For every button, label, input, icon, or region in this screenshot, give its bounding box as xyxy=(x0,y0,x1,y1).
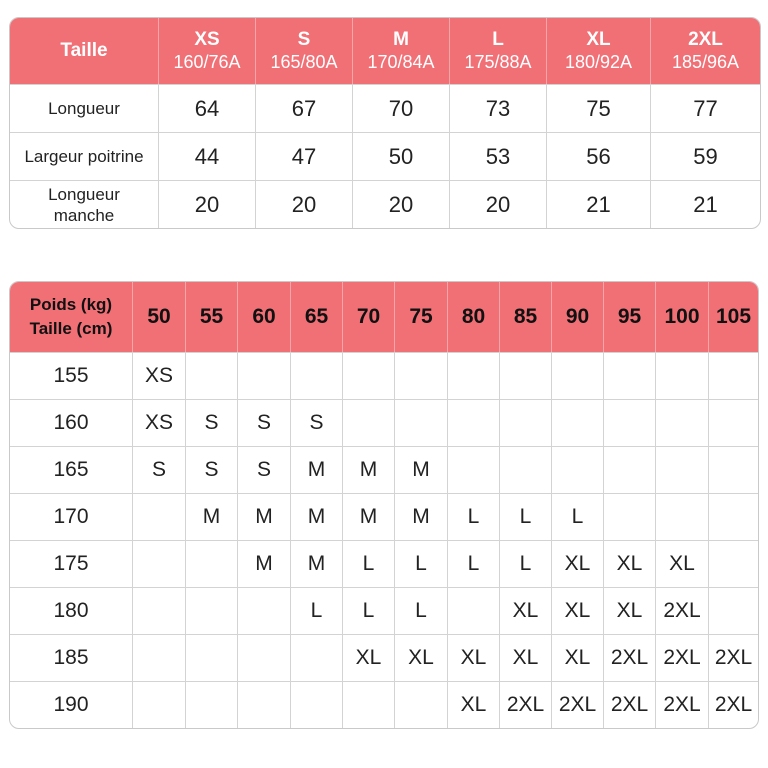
weight-axis-label: Poids (kg) xyxy=(29,295,113,314)
size-recommendation-cell: XL xyxy=(656,540,709,587)
height-label: 180 xyxy=(10,587,133,634)
size-recommendation-cell xyxy=(343,681,395,728)
size-recommendation-cell: M xyxy=(343,493,395,540)
size-recommendation-cell xyxy=(395,352,448,399)
size-recommendation-cell xyxy=(133,540,186,587)
size-recommendation-cell: XL xyxy=(604,587,656,634)
table-row xyxy=(10,399,758,446)
size-recommendation-cell xyxy=(709,587,758,634)
size-recommendation-cell: XL xyxy=(552,634,604,681)
fit-corner-label xyxy=(10,282,133,352)
measure-cell: 21 xyxy=(651,180,760,228)
size-sub: 175/88A xyxy=(464,52,532,72)
size-recommendation-cell xyxy=(656,493,709,540)
measure-row-largeur-poitrine xyxy=(10,132,760,180)
size-recommendation-cell: M xyxy=(186,493,238,540)
size-recommendation-cell: M xyxy=(238,540,291,587)
size-recommendation-cell: L xyxy=(448,493,500,540)
size-recommendation-cell: 2XL xyxy=(604,634,656,681)
size-corner-label: Taille xyxy=(10,18,159,84)
measure-cell: 50 xyxy=(353,132,450,180)
size-recommendation-cell xyxy=(604,446,656,493)
fit-recommendation-table xyxy=(9,281,759,729)
weight-header: 65 xyxy=(291,282,343,352)
size-recommendation-cell: XL xyxy=(500,587,552,634)
size-recommendation-cell xyxy=(238,681,291,728)
measure-label-line: manche xyxy=(53,205,115,225)
size-recommendation-cell xyxy=(186,681,238,728)
size-recommendation-cell: S xyxy=(186,446,238,493)
measure-cell: 59 xyxy=(651,132,760,180)
size-recommendation-cell: XL xyxy=(395,634,448,681)
size-recommendation-cell: M xyxy=(395,446,448,493)
size-recommendation-cell: 2XL xyxy=(709,681,758,728)
size-recommendation-cell: L xyxy=(343,587,395,634)
size-recommendation-cell xyxy=(448,446,500,493)
size-recommendation-cell xyxy=(133,493,186,540)
size-recommendation-cell xyxy=(343,352,395,399)
size-recommendation-cell xyxy=(500,399,552,446)
size-recommendation-cell xyxy=(448,399,500,446)
measure-cell: 56 xyxy=(547,132,651,180)
measure-cell: 20 xyxy=(353,180,450,228)
size-recommendation-cell xyxy=(343,399,395,446)
size-recommendation-cell xyxy=(500,352,552,399)
size-col-s xyxy=(256,18,353,84)
size-sub: 170/84A xyxy=(367,52,435,72)
size-recommendation-cell xyxy=(291,634,343,681)
size-recommendation-cell: 2XL xyxy=(656,681,709,728)
size-recommendation-cell: M xyxy=(238,493,291,540)
height-label: 185 xyxy=(10,634,133,681)
size-recommendation-cell xyxy=(656,399,709,446)
size-sub: 180/92A xyxy=(564,52,633,72)
measure-label-line: Longueur xyxy=(48,184,120,204)
size-code: XS xyxy=(194,29,220,50)
size-recommendation-cell xyxy=(238,352,291,399)
size-recommendation-cell: XL xyxy=(500,634,552,681)
size-recommendation-cell xyxy=(604,493,656,540)
measure-row-longueur-manche xyxy=(10,180,760,228)
size-recommendation-cell xyxy=(552,352,604,399)
measure-cell: 20 xyxy=(450,180,547,228)
size-col-xs xyxy=(159,18,256,84)
size-recommendation-cell: L xyxy=(395,540,448,587)
measure-cell: 75 xyxy=(547,84,651,132)
size-recommendation-cell: 2XL xyxy=(604,681,656,728)
size-code: M xyxy=(393,29,409,50)
weight-header: 90 xyxy=(552,282,604,352)
size-recommendation-cell: XL xyxy=(448,681,500,728)
size-recommendation-cell: L xyxy=(500,493,552,540)
fit-table-body xyxy=(10,352,758,728)
weight-header: 95 xyxy=(604,282,656,352)
size-recommendation-cell xyxy=(709,540,758,587)
size-col-l xyxy=(450,18,547,84)
size-recommendation-cell: 2XL xyxy=(656,634,709,681)
measure-label xyxy=(10,132,159,180)
size-recommendation-cell xyxy=(291,681,343,728)
size-recommendation-cell: XL xyxy=(343,634,395,681)
size-recommendation-cell: L xyxy=(552,493,604,540)
size-recommendation-cell xyxy=(552,446,604,493)
size-recommendation-cell: S xyxy=(133,446,186,493)
size-code: 2XL xyxy=(688,29,723,50)
measure-cell: 20 xyxy=(159,180,256,228)
table-row xyxy=(10,634,758,681)
size-recommendation-cell: XL xyxy=(604,540,656,587)
measure-cell: 70 xyxy=(353,84,450,132)
size-recommendation-cell xyxy=(395,399,448,446)
size-recommendation-cell: L xyxy=(395,587,448,634)
size-recommendation-cell xyxy=(448,352,500,399)
size-recommendation-cell xyxy=(709,399,758,446)
measure-label-line: Largeur poitrine xyxy=(24,147,144,166)
measure-cell: 67 xyxy=(256,84,353,132)
measure-cell: 47 xyxy=(256,132,353,180)
size-recommendation-cell xyxy=(709,446,758,493)
measure-cell: 53 xyxy=(450,132,547,180)
table-row xyxy=(10,681,758,728)
size-recommendation-cell xyxy=(133,587,186,634)
size-col-2xl xyxy=(651,18,760,84)
size-recommendation-cell xyxy=(186,540,238,587)
size-recommendation-cell: M xyxy=(343,446,395,493)
size-sub: 165/80A xyxy=(270,52,338,72)
size-sub: 185/96A xyxy=(671,52,740,72)
size-recommendation-cell: XL xyxy=(552,540,604,587)
measure-cell: 21 xyxy=(547,180,651,228)
measure-label xyxy=(10,180,159,228)
size-recommendation-cell xyxy=(395,681,448,728)
size-recommendation-cell: L xyxy=(343,540,395,587)
measure-cell: 64 xyxy=(159,84,256,132)
weight-header: 100 xyxy=(656,282,709,352)
weight-header: 85 xyxy=(500,282,552,352)
measure-cell: 20 xyxy=(256,180,353,228)
size-recommendation-cell: XL xyxy=(552,587,604,634)
size-recommendation-cell: M xyxy=(291,493,343,540)
size-recommendation-cell xyxy=(709,493,758,540)
size-recommendation-cell: S xyxy=(186,399,238,446)
size-recommendation-cell: 2XL xyxy=(500,681,552,728)
size-recommendation-cell xyxy=(448,587,500,634)
size-recommendation-cell: L xyxy=(500,540,552,587)
weight-header: 55 xyxy=(186,282,238,352)
table-row xyxy=(10,493,758,540)
table-row xyxy=(10,352,758,399)
weight-header: 60 xyxy=(238,282,291,352)
table-row xyxy=(10,587,758,634)
size-recommendation-cell: M xyxy=(395,493,448,540)
measure-label xyxy=(10,84,159,132)
size-measurements-table xyxy=(9,17,761,229)
size-col-m xyxy=(353,18,450,84)
size-recommendation-cell: M xyxy=(291,446,343,493)
size-recommendation-cell xyxy=(604,399,656,446)
weight-header: 80 xyxy=(448,282,500,352)
size-recommendation-cell xyxy=(709,352,758,399)
size-recommendation-cell: S xyxy=(238,446,291,493)
measure-cell: 73 xyxy=(450,84,547,132)
table-row xyxy=(10,540,758,587)
size-recommendation-cell: XL xyxy=(448,634,500,681)
height-label: 175 xyxy=(10,540,133,587)
size-recommendation-cell: 2XL xyxy=(656,587,709,634)
weight-header: 105 xyxy=(709,282,758,352)
size-recommendation-cell: XS xyxy=(133,352,186,399)
size-recommendation-cell: M xyxy=(291,540,343,587)
table-row xyxy=(10,446,758,493)
size-sub: 160/76A xyxy=(173,52,241,72)
size-recommendation-cell xyxy=(133,681,186,728)
size-recommendation-cell xyxy=(186,634,238,681)
size-recommendation-cell xyxy=(186,352,238,399)
size-recommendation-cell xyxy=(552,399,604,446)
size-recommendation-cell xyxy=(656,446,709,493)
size-code: S xyxy=(297,29,311,50)
size-recommendation-cell: S xyxy=(291,399,343,446)
height-label: 165 xyxy=(10,446,133,493)
size-recommendation-cell: L xyxy=(448,540,500,587)
weight-header-row xyxy=(10,282,758,352)
size-recommendation-cell: 2XL xyxy=(552,681,604,728)
size-recommendation-cell xyxy=(133,634,186,681)
weight-header: 75 xyxy=(395,282,448,352)
size-recommendation-cell xyxy=(238,587,291,634)
size-recommendation-cell xyxy=(238,634,291,681)
weight-header: 70 xyxy=(343,282,395,352)
height-label: 155 xyxy=(10,352,133,399)
size-recommendation-cell xyxy=(656,352,709,399)
measure-cell: 44 xyxy=(159,132,256,180)
size-code: XL xyxy=(586,29,611,50)
measure-row-longueur xyxy=(10,84,760,132)
size-recommendation-cell xyxy=(604,352,656,399)
size-header-row xyxy=(10,18,760,84)
size-recommendation-cell xyxy=(186,587,238,634)
size-recommendation-cell xyxy=(500,446,552,493)
size-recommendation-cell: 2XL xyxy=(709,634,758,681)
size-recommendation-cell: S xyxy=(238,399,291,446)
size-code: L xyxy=(492,29,504,50)
size-recommendation-cell: L xyxy=(291,587,343,634)
size-recommendation-cell: XS xyxy=(133,399,186,446)
weight-header: 50 xyxy=(133,282,186,352)
measure-cell: 77 xyxy=(651,84,760,132)
height-label: 160 xyxy=(10,399,133,446)
height-label: 190 xyxy=(10,681,133,728)
height-label: 170 xyxy=(10,493,133,540)
size-recommendation-cell xyxy=(291,352,343,399)
height-axis-label: Taille (cm) xyxy=(29,319,113,338)
size-col-xl xyxy=(547,18,651,84)
measure-label-line: Longueur xyxy=(48,99,120,118)
